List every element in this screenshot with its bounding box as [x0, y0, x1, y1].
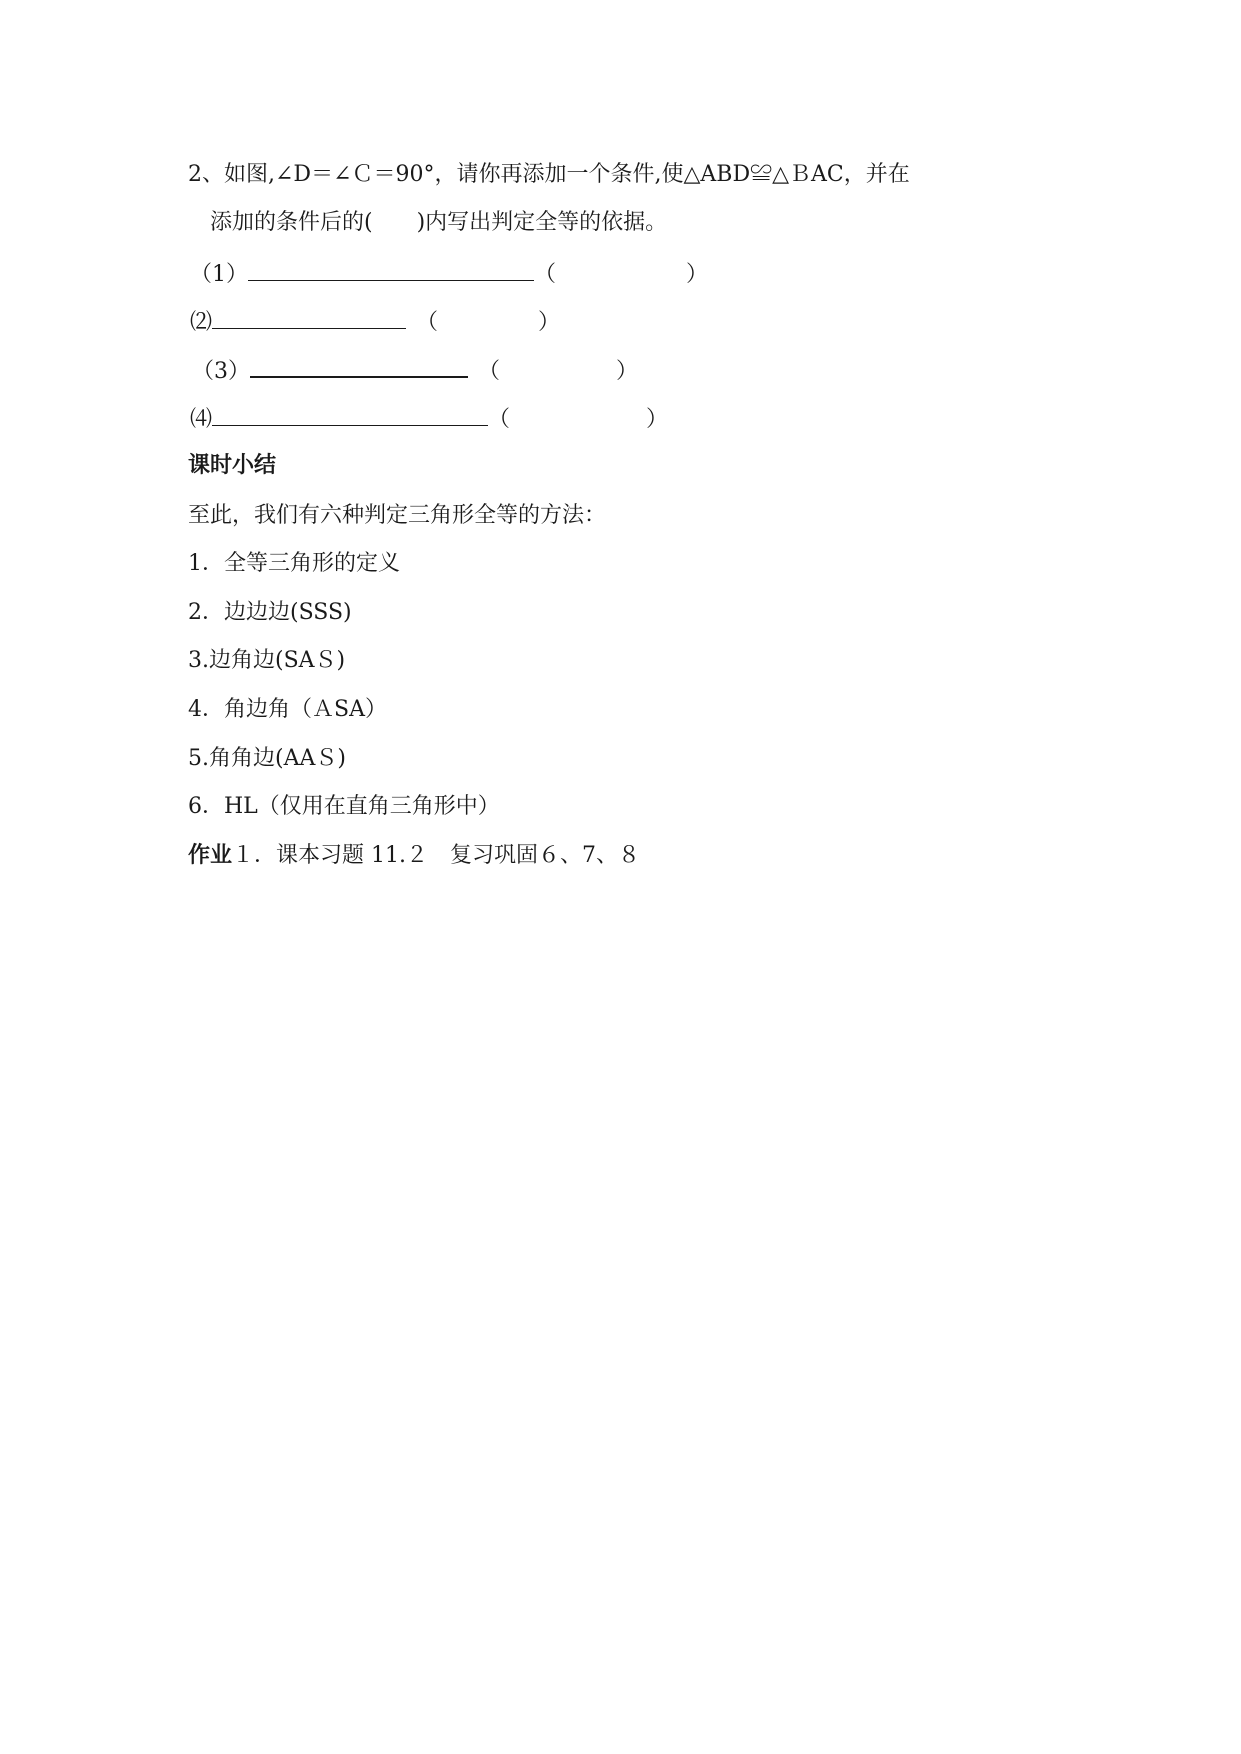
summary-intro: 至此，我们有六种判定三角形全等的方法：: [188, 503, 607, 528]
summary-item-3: 3.边角边(SAＳ): [188, 648, 346, 673]
summary-item-2: 2．边边边(SSS): [188, 600, 352, 625]
answer-row-2: [190, 304, 560, 338]
answer-paren-close-1: ）: [686, 262, 709, 287]
homework-text: １．课本习题 11.２ 复习巩固６、7、８: [232, 843, 640, 868]
answer-paren-open-3: （: [478, 359, 501, 384]
homework-heading: 作业: [188, 843, 233, 868]
answer-blank-1[interactable]: [248, 256, 534, 281]
answer-label-1: （1）: [190, 262, 248, 287]
answer-paren-close-2: ）: [538, 310, 561, 335]
answer-paren-close-4: ）: [646, 407, 669, 432]
answer-row-3: [192, 352, 638, 387]
summary-item-4: 4．角边角（ＡSA）: [188, 697, 387, 722]
answer-blank-4[interactable]: [212, 401, 488, 426]
answer-paren-open-2: （: [416, 310, 439, 335]
homework-line: [188, 841, 640, 871]
answer-paren-open-4: （: [488, 407, 511, 432]
answer-blank-2[interactable]: [212, 304, 406, 329]
answer-blank-3[interactable]: [250, 352, 468, 378]
question-line-2: 添加的条件后的( )内写出判定全等的依据。: [210, 210, 668, 235]
summary-item-1: 1．全等三角形的定义: [188, 551, 400, 576]
answer-label-4: ⑷: [190, 407, 213, 432]
summary-item-6: 6．HL（仅用在直角三角形中）: [188, 794, 500, 819]
question-line-1: 2、如图,∠D＝∠Ｃ＝90°，请你再添加一个条件,使△ABD≌△ＢAC，并在: [188, 162, 910, 187]
answer-paren-close-3: ）: [616, 359, 639, 384]
answer-paren-open-1: （: [534, 262, 557, 287]
answer-row-4: [190, 401, 668, 435]
answer-label-2: ⑵: [190, 310, 213, 335]
summary-item-5: 5.角角边(AAＳ): [188, 746, 346, 771]
answer-label-3: （3）: [192, 359, 250, 384]
answer-row-1: [190, 256, 708, 290]
summary-heading: 课时小结: [188, 453, 277, 478]
